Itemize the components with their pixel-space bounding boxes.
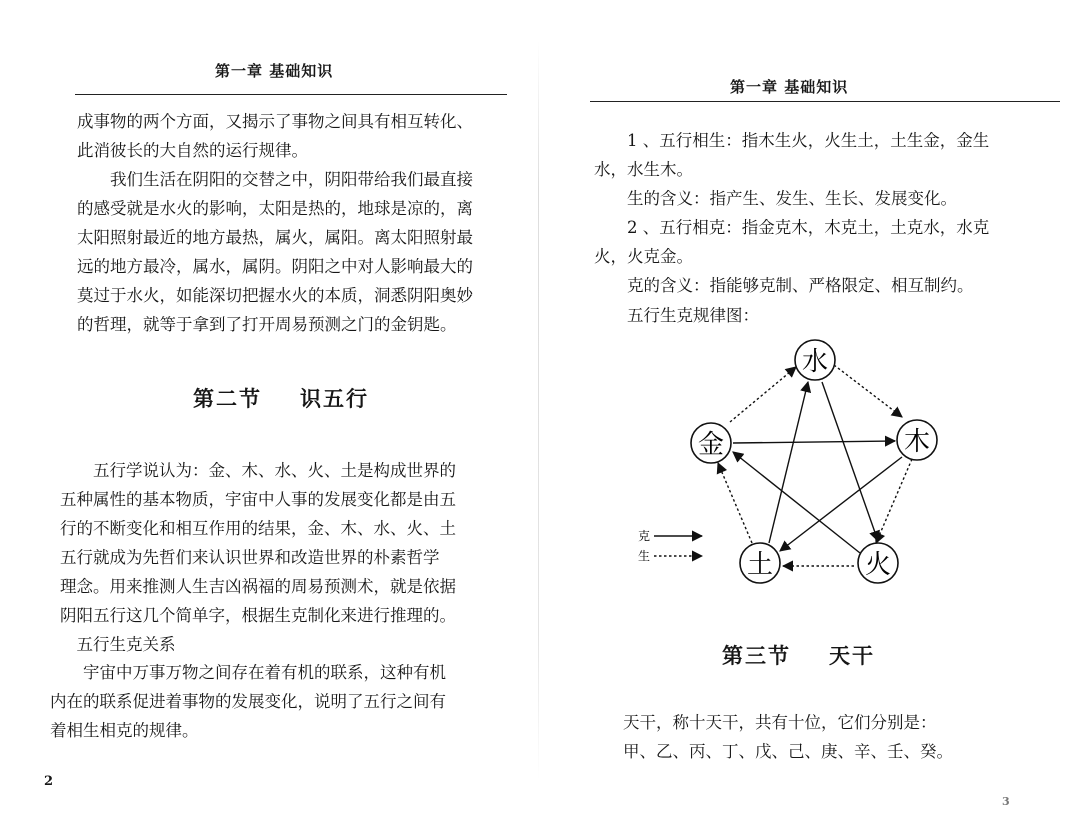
text-line: 太阳照射最近的地方最热，属火，属阳。离太阳照射最 [77,228,473,247]
paragraph [77,107,473,165]
text-line: 成事物的两个方面，又揭示了事物之间具有相互转化、 [77,112,473,131]
section-name: 识五行 [300,386,369,411]
text-line: 生的含义：指产生、发生、生长、发展变化。 [594,189,957,208]
text-line: 我们生活在阴阳的交替之中，阴阳带给我们最直接 [77,170,473,189]
section-title [722,640,875,670]
paragraph [594,184,957,213]
node-wood [897,420,937,460]
text-line: 甲、乙、丙、丁、戊、己、庚、辛、壬、癸。 [590,742,953,761]
paragraph [594,271,974,300]
paragraph [50,658,446,745]
text-line: 2 、五行相克：指金克木，木克土，土克水，水克 [594,218,990,237]
text-line: 1 、五行相生：指木生火，火生土，土生金，金生 [594,131,990,150]
node-fire [858,543,898,583]
text-line: 此消彼长的大自然的运行规律。 [77,141,308,160]
text-line: 莫过于水火，如能深切把握水火的本质，洞悉阴阳奥妙 [77,286,473,305]
sheng-arrow-water-wood [834,365,902,417]
running-head: 第一章 基础知识 [730,78,849,96]
text-line: 水，水生木。 [594,160,693,179]
text-line: 五行就成为先哲们来认识世界和改造世界的朴素哲学 [60,548,440,567]
node-water [795,340,835,380]
paragraph [594,126,989,184]
text-line: 内在的联系促进着事物的发展变化，说明了五行之间有 [50,692,446,711]
text-line: 阴阳五行这几个简单字，根据生克制化来进行推理的。 [60,606,456,625]
node-label: 水 [801,347,829,377]
text-line: 行的不断变化和相互作用的结果，金、木、水、火、土 [60,519,456,538]
subheading [60,630,176,659]
text-line: 五行生克规律图： [594,306,759,325]
text-line: 五行学说认为：金、木、水、火、土是构成世界的 [60,461,456,480]
wuxing-diagram [540,325,1077,595]
text-line: 克的含义：指能够克制、严格限定、相互制约。 [594,276,974,295]
text-line: 火，火克金。 [594,247,693,266]
text-line: 的感受就是水火的影响，太阳是热的，地球是凉的，离 [77,199,473,218]
node-label: 火 [864,550,892,580]
right-page [540,0,1077,816]
paragraph [590,708,953,766]
section-number: 第二节 [193,386,262,411]
text-line: 五种属性的基本物质，宇宙中人事的发展变化都是由五 [60,490,456,509]
page-number: 3 [1002,795,1010,808]
text-line: 着相生相克的规律。 [50,721,199,740]
node-metal [691,423,731,463]
text-line: 的哲理，就等于拿到了打开周易预测之门的金钥匙。 [77,315,457,334]
text-line: 天干，称十天干，共有十位，它们分别是： [590,713,937,732]
section-number: 第三节 [722,643,791,668]
sheng-arrow-wood-fire [876,459,912,543]
text-line: 五行生克关系 [60,635,176,654]
legend-sheng-label: 生 [638,549,651,563]
paragraph [594,213,989,271]
node-label: 金 [697,430,725,460]
ke-arrow-water-fire [822,382,878,541]
ke-arrow-earth-water [769,382,808,543]
diagram-legend [638,529,702,563]
header-rule [590,101,1060,102]
section-title [193,383,369,413]
text-line: 远的地方最冷，属水，属阴。阴阳之中对人影响最大的 [77,257,473,276]
page-number: 2 [44,774,54,789]
text-line: 宇宙中万事万物之间存在着有机的联系，这种有机 [50,663,446,682]
node-earth [740,543,780,583]
node-label: 土 [746,550,774,580]
paragraph [77,165,473,339]
sheng-arrow-metal-water [730,367,796,422]
legend-ke-label: 克 [638,529,651,543]
paragraph [60,456,456,630]
running-head: 第一章 基础知识 [215,62,334,80]
ke-arrow-metal-wood [733,441,895,443]
section-name: 天干 [829,643,875,668]
sheng-arrow-earth-metal [718,463,752,543]
node-label: 木 [903,427,931,457]
text-line: 理念。用来推测人生吉凶祸福的周易预测术，就是依据 [60,577,456,596]
header-rule [75,94,507,95]
